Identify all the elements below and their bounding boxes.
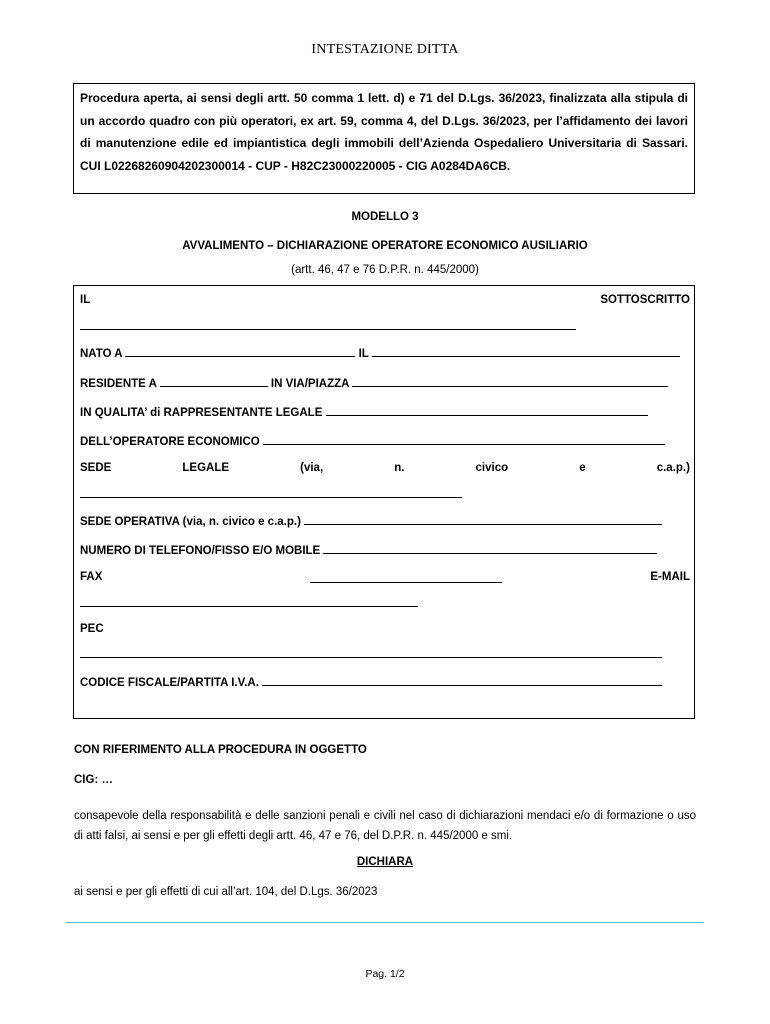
legal-reference: ai sensi e per gli effetti di cui all’art. 104, del D.Lgs. 36/2023	[74, 886, 378, 898]
label-sede-legale-1: LEGALE	[182, 462, 230, 474]
model-subtitle: (artt. 46, 47 e 76 D.P.R. n. 445/2000)	[291, 264, 479, 276]
field-telefono[interactable]	[323, 542, 657, 554]
label-sede-legale-4: civico	[475, 462, 509, 474]
field-email[interactable]	[80, 605, 418, 607]
dichiara-heading: DICHIARA	[356, 856, 414, 868]
label-qualita: IN QUALITA’ di RAPPRESENTANTE LEGALE	[80, 407, 323, 419]
form-row-operatore	[80, 433, 690, 448]
model-number: MODELLO 3	[351, 211, 419, 223]
company-header: INTESTAZIONE DITTA	[311, 42, 459, 57]
procedure-text: Procedura aperta, ai sensi degli artt. 50 comma 1 lett. d) e 71 del D.Lgs. 36/2023, finalizzata alla stipula di un accordo quadro con più operatori, ex art. 59, comma 4, del D.Lgs. 36/2023, per l’affidamento dei lavori di manutenzione edile ed impiantistica degli immobili dell’Azienda Ospedaliero Universitaria di Sassari. CUI L02268260904202300014 - CUP - H82C23000220005 - CIG A0284DA6CB.	[80, 91, 688, 173]
label-pec: PEC	[80, 623, 104, 635]
field-sottoscritto-name[interactable]	[80, 328, 576, 330]
field-qualita[interactable]	[326, 404, 648, 416]
label-sede-legale-3: n.	[394, 462, 405, 474]
field-residence-city[interactable]	[160, 375, 268, 387]
cig-label: CIG: …	[74, 774, 113, 786]
form-row-fax-email	[80, 571, 690, 583]
awareness-paragraph: consapevole della responsabilità e delle sanzioni penali e civili nel caso di dichiarazioni mendaci e/o di formazione o uso di atti falsi, ai sensi e per gli effetti degli artt. 46, 47 e 76, del D.P.R. n. 445/2000 e smi.	[74, 810, 696, 842]
label-sede-legale-2: (via,	[300, 462, 324, 474]
label-fax: FAX	[80, 571, 103, 583]
procedure-description-box	[73, 83, 695, 194]
form-row-sede-legale	[80, 462, 690, 474]
label-sede-legale-5: e	[579, 462, 586, 474]
label-il-date: IL	[358, 348, 369, 360]
field-codice-fiscale[interactable]	[262, 674, 662, 686]
model-title: AVVALIMENTO – DICHIARAZIONE OPERATORE ECONOMICO AUSILIARIO	[182, 240, 588, 252]
field-fax[interactable]	[310, 571, 502, 583]
label-via-piazza: IN VIA/PIAZZA	[270, 378, 350, 390]
label-il: IL	[80, 294, 91, 306]
form-row-codice-fiscale	[80, 674, 690, 689]
form-row-telefono	[80, 542, 690, 557]
field-birthdate[interactable]	[372, 345, 680, 357]
footer-divider	[66, 922, 704, 923]
field-sede-legale[interactable]	[80, 496, 462, 498]
form-row-residente	[80, 375, 690, 390]
field-residence-street[interactable]	[352, 375, 668, 387]
label-sede-legale-0: SEDE	[80, 462, 112, 474]
form-row-sottoscritto	[80, 294, 690, 306]
label-residente-a: RESIDENTE A	[80, 378, 157, 390]
form-row-nato	[80, 345, 690, 360]
field-sede-operativa[interactable]	[304, 513, 662, 525]
declarant-form-box	[73, 285, 695, 719]
form-row-pec	[80, 623, 690, 635]
label-sottoscritto: SOTTOSCRITTO	[600, 294, 690, 306]
label-nato-a: NATO A	[80, 348, 123, 360]
label-email: E-MAIL	[650, 571, 690, 583]
label-operatore: DELL’OPERATORE ECONOMICO	[80, 436, 260, 448]
label-codice-fiscale: CODICE FISCALE/PARTITA I.V.A.	[80, 677, 259, 689]
field-pec[interactable]	[80, 656, 662, 658]
form-row-sede-operativa	[80, 513, 690, 528]
label-sede-operativa: SEDE OPERATIVA (via, n. civico e c.a.p.)	[80, 516, 301, 528]
label-sede-legale-6: c.a.p.)	[656, 462, 690, 474]
field-birthplace[interactable]	[125, 345, 355, 357]
procedure-reference: CON RIFERIMENTO ALLA PROCEDURA IN OGGETTO	[74, 744, 367, 756]
label-telefono: NUMERO DI TELEFONO/FISSO E/O MOBILE	[80, 545, 321, 557]
field-operatore[interactable]	[263, 433, 665, 445]
page-number: Pag. 1/2	[365, 968, 405, 980]
form-row-qualita	[80, 404, 690, 419]
